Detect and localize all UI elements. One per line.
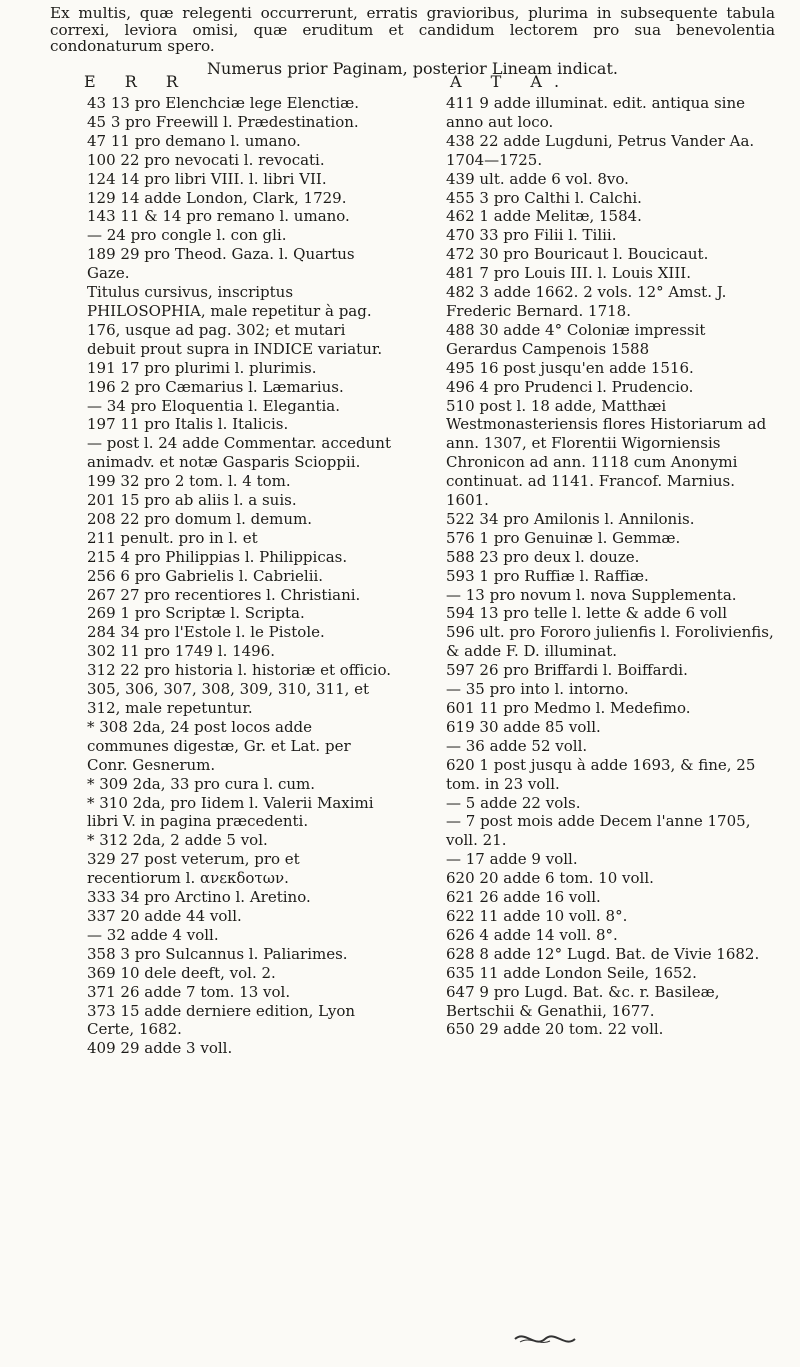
errata-entry: 45 3 pro Freewill l. Prædestination.: [87, 112, 359, 131]
errata-entry: 496 4 pro Prudenci l. Prudencio.: [446, 377, 694, 396]
errata-entry: 650 29 adde 20 tom. 22 voll.: [446, 1020, 664, 1039]
errata-entry: Titulus cursivus, inscriptus PHILOSOPHIA, male repetitur à pag. 176, usque ad pag. 302; et mutari debuit prout supra in INDICE variatur.: [87, 283, 383, 358]
errata-entry: 143 11 & 14 pro remano l. umano.: [87, 207, 350, 226]
errata-heading-right: A T A.: [450, 72, 572, 91]
errata-entry: 438 22 adde Lugduni, Petrus Vander Aa. 1704—1725.: [446, 131, 755, 169]
errata-entry: 596 ult. pro Fororo julienfis l. Forolivienfis, & adde F. D. illuminat.: [446, 623, 774, 661]
errata-entry: 47 11 pro demano l. umano.: [87, 131, 301, 150]
errata-entry: 189 29 pro Theod. Gaza. l. Quartus Gaze.: [87, 245, 355, 283]
errata-entry: 371 26 adde 7 tom. 13 vol.: [87, 982, 291, 1001]
errata-entry: 129 14 adde London, Clark, 1729.: [87, 188, 347, 207]
errata-entry: 439 ult. adde 6 vol. 8vo.: [446, 169, 629, 188]
errata-entry: 333 34 pro Arctino l. Aretino.: [87, 888, 311, 907]
errata-entry: 495 16 post jusqu'en adde 1516.: [446, 358, 694, 377]
errata-entry: 647 9 pro Lugd. Bat. &c. r. Basileæ, Bertschii & Genathii, 1677.: [446, 982, 720, 1020]
errata-entry: — 35 pro into l. intorno.: [446, 680, 629, 699]
errata-entry: 305, 306, 307, 308, 309, 310, 311, et 312, male repetuntur.: [87, 680, 370, 717]
errata-entry: — 13 pro novum l. nova Supplementa.: [446, 585, 737, 604]
errata-entry: 191 17 pro plurimi l. plurimis.: [87, 358, 317, 377]
errata-entry: 619 30 adde 85 voll.: [446, 717, 601, 736]
errata-entry: * 309 2da, 33 pro cura l. cum.: [87, 774, 316, 793]
errata-entry: 621 26 adde 16 voll.: [446, 888, 601, 907]
errata-entry: 201 15 pro ab aliis l. a suis.: [87, 491, 297, 510]
errata-entry: 43 13 pro Elenchciæ lege Elenctiæ.: [87, 94, 359, 112]
errata-entry: 284 34 pro l'Estole l. le Pistole.: [87, 623, 325, 642]
errata-entry: 197 11 pro Italis l. Italicis.: [87, 415, 289, 434]
errata-entry: 302 11 pro 1749 l. 1496.: [87, 642, 276, 661]
errata-entry: 269 1 pro Scriptæ l. Scripta.: [87, 604, 305, 623]
errata-entry: 337 20 adde 44 voll.: [87, 906, 242, 925]
errata-entry: 588 23 pro deux l. douze.: [446, 547, 640, 566]
errata-entry: 620 20 adde 6 tom. 10 voll.: [446, 869, 654, 888]
errata-entry: 622 11 adde 10 voll. 8°.: [446, 906, 628, 925]
errata-entry: 256 6 pro Gabrielis l. Cabrielii.: [87, 566, 324, 585]
errata-entry: 100 22 pro nevocati l. revocati.: [87, 150, 325, 169]
errata-entry: 597 26 pro Briffardi l. Boiffardi.: [446, 661, 688, 680]
numbering-note: Numerus prior Paginam, posterior Lineam indicat.: [207, 58, 618, 78]
errata-entry: 482 3 adde 1662. 2 vols. 12° Amst. J. Frederic Bernard. 1718.: [446, 283, 727, 320]
errata-entry: 488 30 adde 4° Coloniæ impressit Gerardus Campenois 1588: [446, 320, 706, 358]
errata-entry: * 308 2da, 24 post locos adde communes digestæ, Gr. et Lat. per Conr. Gesnerum.: [87, 717, 351, 774]
errata-entry: 635 11 adde London Seile, 1652.: [446, 963, 697, 982]
errata-entry: 620 1 post jusqu à adde 1693, & fine, 25 tom. in 23 voll.: [446, 755, 756, 793]
errata-entry: 462 1 adde Melitæ, 1584.: [446, 207, 642, 226]
errata-entry: 470 33 pro Filii l. Tilii.: [446, 226, 617, 245]
errata-entry: 601 11 pro Medmo l. Medefimo.: [446, 699, 691, 717]
errata-entry: 373 15 adde derniere edition, Lyon Certe, 1682.: [87, 1001, 356, 1039]
errata-introduction: [50, 5, 775, 77]
errata-entry: 369 10 dele deeft, vol. 2.: [87, 963, 276, 982]
introduction-paragraph: Ex multis, quæ relegenti occurrerunt, erratis gravioribus, plurima in subsequente tabula correxi, leviora omisi, quæ eruditum et candidum lectorem pro sua benevolentia condonaturum spero.: [50, 4, 775, 55]
errata-entry: 522 34 pro Amilonis l. Annilonis.: [446, 509, 695, 528]
errata-entry: — 7 post mois adde Decem l'anne 1705, voll. 21.: [446, 812, 751, 850]
errata-entry: — 34 pro Eloquentia l. Elegantia.: [87, 396, 341, 415]
errata-entry: 593 1 pro Ruffiæ l. Raffiæ.: [446, 566, 649, 585]
errata-entry: 472 30 pro Bouricaut l. Boucicaut.: [446, 245, 709, 264]
errata-entry: 594 13 pro telle l. lette & adde 6 voll: [446, 604, 728, 623]
errata-entry: 267 27 pro recentiores l. Christiani.: [87, 585, 361, 604]
left-errata-column: [49, 94, 394, 1058]
errata-entry: 199 32 pro 2 tom. l. 4 tom.: [87, 472, 291, 491]
errata-entry: 208 22 pro domum l. demum.: [87, 509, 313, 528]
right-errata-column: [408, 94, 780, 1039]
errata-entry: — post l. 24 adde Commentar. accedunt animadv. et notæ Gasparis Scioppii.: [87, 434, 391, 472]
errata-entry: 455 3 pro Calthi l. Calchi.: [446, 188, 642, 207]
errata-entry: — 5 adde 22 vols.: [446, 793, 581, 812]
errata-heading-left: E R R: [84, 72, 190, 91]
errata-entry: 329 27 post veterum, pro et recentiorum l. ανεκδοτων.: [87, 850, 300, 888]
errata-entry: 628 8 adde 12° Lugd. Bat. de Vivie 1682.: [446, 944, 760, 963]
errata-entry: 510 post l. 18 adde, Matthæi Westmonasteriensis flores Historiarum ad ann. 1307, et Florentii Wigorniensis Chronicon ad ann. 1118 cum Anonymi continuat. ad 1141. Francof. Marnius. 1601.: [446, 396, 767, 510]
errata-entry: 411 9 adde illuminat. edit. antiqua sine anno aut loco.: [446, 94, 746, 131]
errata-entry: 409 29 adde 3 voll.: [87, 1039, 233, 1058]
errata-entry: 215 4 pro Philippias l. Philippicas.: [87, 547, 348, 566]
errata-entry: * 310 2da, pro Iidem l. Valerii Maximi libri V. in pagina præcedenti.: [87, 793, 374, 831]
errata-entry: — 17 adde 9 voll.: [446, 850, 578, 869]
errata-entry: * 312 2da, 2 adde 5 vol.: [87, 831, 268, 850]
errata-entry: 196 2 pro Cæmarius l. Læmarius.: [87, 377, 344, 396]
errata-entry: — 36 adde 52 voll.: [446, 736, 588, 755]
errata-entry: 358 3 pro Sulcannus l. Paliarimes.: [87, 944, 348, 963]
errata-entry: — 24 pro congle l. con gli.: [87, 226, 287, 245]
errata-entry: 124 14 pro libri VIII. l. libri VII.: [87, 169, 327, 188]
errata-entry: 312 22 pro historia l. historiæ et officio.: [87, 661, 391, 680]
errata-entry: 481 7 pro Louis III. l. Louis XIII.: [446, 264, 691, 283]
errata-entry: 211 penult. pro in l. et: [87, 528, 258, 547]
printer-ornament: [510, 1330, 580, 1348]
errata-entry: — 32 adde 4 voll.: [87, 925, 219, 944]
errata-entry: 626 4 adde 14 voll. 8°.: [446, 925, 618, 944]
errata-entry: 576 1 pro Genuinæ l. Gemmæ.: [446, 528, 681, 547]
